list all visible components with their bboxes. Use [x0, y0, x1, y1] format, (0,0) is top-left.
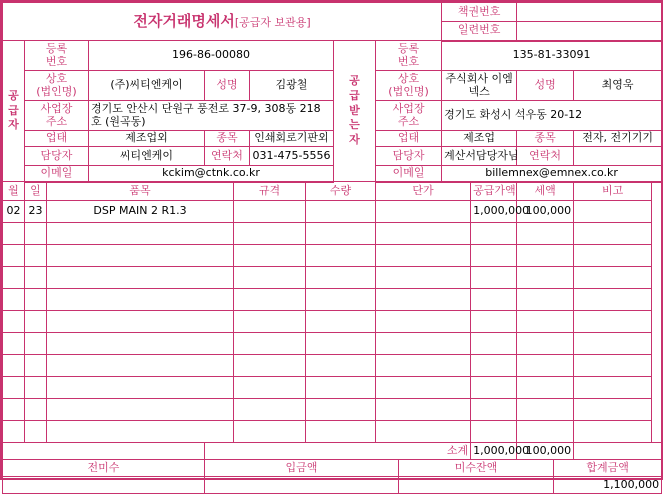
- prev-balance-value: [3, 477, 205, 494]
- items-header-row: [3, 182, 662, 201]
- supplier-business-type: 제조업외: [89, 131, 205, 147]
- supplier-phone: 031-475-5556: [250, 147, 334, 166]
- prev-balance-label: 전미수: [3, 460, 205, 477]
- subtotal-label: 소계: [205, 443, 471, 460]
- cell-unit-price: [376, 201, 471, 223]
- header-day: 일: [25, 182, 47, 201]
- recipient-reg-no-label: 등록 번호: [376, 41, 442, 71]
- paid-label: 입금액: [205, 460, 399, 477]
- recipient-business-type: 제조업: [442, 131, 517, 147]
- subtotal-row: [3, 443, 662, 460]
- table-row: [3, 223, 662, 245]
- table-row: [3, 289, 662, 311]
- totals-header-row: [3, 460, 662, 477]
- recipient-reg-no: 135-81-33091: [442, 41, 662, 71]
- table-row: [3, 311, 662, 333]
- recipient-email-label: 이메일: [376, 166, 442, 182]
- table-row: [3, 333, 662, 355]
- header-supply-amount: 공급가액: [471, 182, 517, 201]
- recipient-company-label: 상호 (법인명): [376, 71, 442, 101]
- recipient-phone: [574, 147, 662, 166]
- header-unit-price: 단가: [376, 182, 471, 201]
- table-row: [3, 421, 662, 443]
- book-no-value: [517, 3, 662, 22]
- table-row: [3, 245, 662, 267]
- recipient-address-label: 사업장 주소: [376, 101, 442, 131]
- serial-no-value: [517, 22, 662, 41]
- recipient-phone-label: 연락처: [517, 147, 574, 166]
- recipient-contact-label: 담당자: [376, 147, 442, 166]
- subtotal-supply: 1,000,000: [471, 443, 517, 460]
- cell-day: 23: [25, 201, 47, 223]
- serial-no-label: 일련번호: [442, 22, 517, 41]
- table-row: [3, 377, 662, 399]
- cell-supply-amount: 1,000,000: [471, 201, 517, 223]
- supplier-company-label: 상호 (법인명): [25, 71, 89, 101]
- supplier-phone-label: 연락처: [205, 147, 250, 166]
- header-month: 월: [3, 182, 25, 201]
- outstanding-label: 미수잔액: [399, 460, 554, 477]
- recipient-business-item: 전자, 전기기기: [574, 131, 662, 147]
- recipient-name-label: 성명: [517, 71, 574, 101]
- recipient-side-label: 공 급 받 는 자: [334, 41, 376, 182]
- supplier-side-label: 공 급 자: [3, 41, 25, 182]
- cell-tax: 100,000: [517, 201, 574, 223]
- supplier-name: 김광철: [250, 71, 334, 101]
- supplier-contact: 씨티엔케이: [89, 147, 205, 166]
- supplier-reg-no-label: 등록 번호: [25, 41, 89, 71]
- recipient-business-type-label: 업태: [376, 131, 442, 147]
- recipient-contact: 계산서담당자님: [442, 147, 517, 166]
- recipient-email: billemnex@emnex.co.kr: [442, 166, 662, 182]
- header-quantity: 수량: [306, 182, 376, 201]
- book-no-label: 책권번호: [442, 3, 517, 22]
- cell-item: DSP MAIN 2 R1.3: [47, 201, 234, 223]
- table-row: [3, 355, 662, 377]
- cell-month: 02: [3, 201, 25, 223]
- table-row: [3, 201, 662, 223]
- paid-value: [205, 477, 399, 494]
- outstanding-value: [399, 477, 554, 494]
- supplier-reg-no: 196-86-00080: [89, 41, 334, 71]
- supplier-company: (주)씨티엔케이: [89, 71, 205, 101]
- recipient-address: 경기도 화성시 석우동 20-12: [442, 101, 662, 131]
- totals-row: [3, 477, 662, 494]
- supplier-business-type-label: 업태: [25, 131, 89, 147]
- supplier-business-item: 인쇄회로기판외: [250, 131, 334, 147]
- document-title: 전자거래명세서[공급자 보관용]: [3, 3, 442, 41]
- table-row: [3, 267, 662, 289]
- header-spec: 규격: [234, 182, 306, 201]
- cell-quantity: [306, 201, 376, 223]
- header-item: 품목: [47, 182, 234, 201]
- cell-note: [574, 201, 652, 223]
- total-value: 1,100,000: [554, 477, 662, 494]
- supplier-business-item-label: 종목: [205, 131, 250, 147]
- recipient-name: 최영욱: [574, 71, 662, 101]
- supplier-address-label: 사업장 주소: [25, 101, 89, 131]
- header-tax: 세액: [517, 182, 574, 201]
- header-note: 비고: [574, 182, 652, 201]
- recipient-business-item-label: 종목: [517, 131, 574, 147]
- table-row: [3, 399, 662, 421]
- subtotal-tax: 100,000: [517, 443, 574, 460]
- supplier-email-label: 이메일: [25, 166, 89, 182]
- total-label: 합계금액: [554, 460, 662, 477]
- supplier-address: 경기도 안산시 단원구 풍전로 37-9, 308동 218호 (원곡동): [89, 101, 334, 131]
- supplier-contact-label: 담당자: [25, 147, 89, 166]
- supplier-email: kckim@ctnk.co.kr: [89, 166, 334, 182]
- supplier-name-label: 성명: [205, 71, 250, 101]
- recipient-company: 주식회사 이엠 넥스: [442, 71, 517, 101]
- cell-spec: [234, 201, 306, 223]
- statement-table: [2, 2, 662, 494]
